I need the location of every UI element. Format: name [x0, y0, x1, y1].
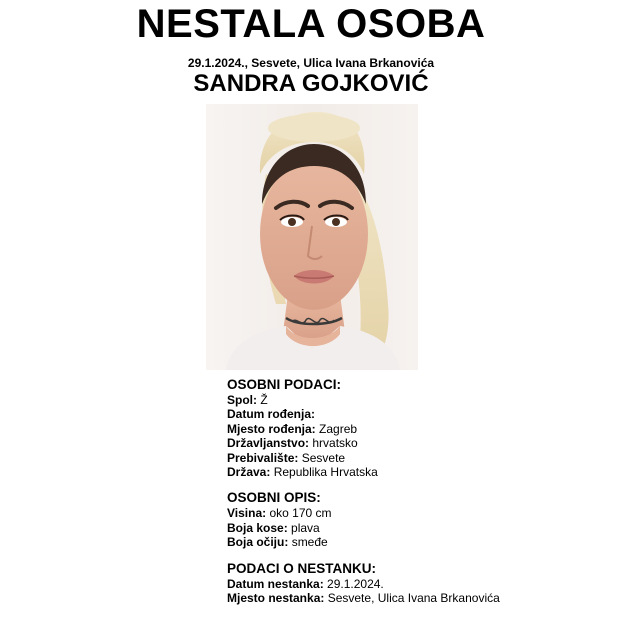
field-row	[227, 591, 607, 605]
section-heading: OSOBNI OPIS:	[227, 490, 321, 506]
portrait-photo	[206, 104, 418, 370]
section-personal-data	[227, 376, 607, 479]
field-label: Datum rođenja:	[227, 407, 316, 422]
field-label: Prebivalište:	[227, 450, 299, 465]
field-label: Datum nestanka:	[227, 576, 324, 591]
portrait-illustration	[206, 104, 418, 370]
field-label: Boja kose:	[227, 520, 288, 535]
field-value: smeđe	[291, 535, 328, 550]
field-row	[227, 407, 607, 421]
field-label: Državljanstvo:	[227, 436, 310, 451]
field-value: Sesvete	[301, 450, 346, 465]
field-row	[227, 535, 607, 549]
poster-title: NESTALA OSOBA	[136, 2, 486, 46]
field-value: Zagreb	[319, 421, 358, 436]
field-label: Visina:	[227, 506, 267, 521]
info-block	[227, 376, 607, 605]
field-label: Mjesto rođenja:	[227, 421, 316, 436]
field-value: Sesvete, Ulica Ivana Brkanovića	[327, 591, 500, 606]
field-row	[227, 436, 607, 450]
field-row	[227, 451, 607, 465]
field-label: Spol:	[227, 393, 257, 407]
field-row	[227, 506, 607, 520]
missing-date-location: 29.1.2024., Sesvete, Ulica Ivana Brkanovića	[187, 56, 435, 70]
section-personal-description	[227, 489, 607, 549]
field-value: plava	[291, 520, 320, 535]
field-label: Mjesto nestanka:	[227, 591, 325, 606]
field-row	[227, 422, 607, 436]
field-row	[227, 393, 607, 407]
field-value: Ž	[260, 393, 268, 407]
field-label: Država:	[227, 465, 271, 480]
field-label: Boja očiju:	[227, 535, 289, 550]
field-row	[227, 577, 607, 591]
field-value: Republika Hrvatska	[273, 465, 378, 480]
field-value: hrvatsko	[312, 436, 358, 451]
field-value: 29.1.2024.	[327, 576, 384, 591]
field-row	[227, 521, 607, 535]
section-disappearance-data	[227, 560, 607, 606]
section-heading: PODACI O NESTANKU:	[227, 560, 377, 576]
missing-person-name: SANDRA GOJKOVIĆ	[193, 70, 429, 97]
field-row	[227, 465, 607, 479]
field-value: oko 170 cm	[269, 506, 332, 521]
section-heading: OSOBNI PODACI:	[227, 377, 342, 392]
